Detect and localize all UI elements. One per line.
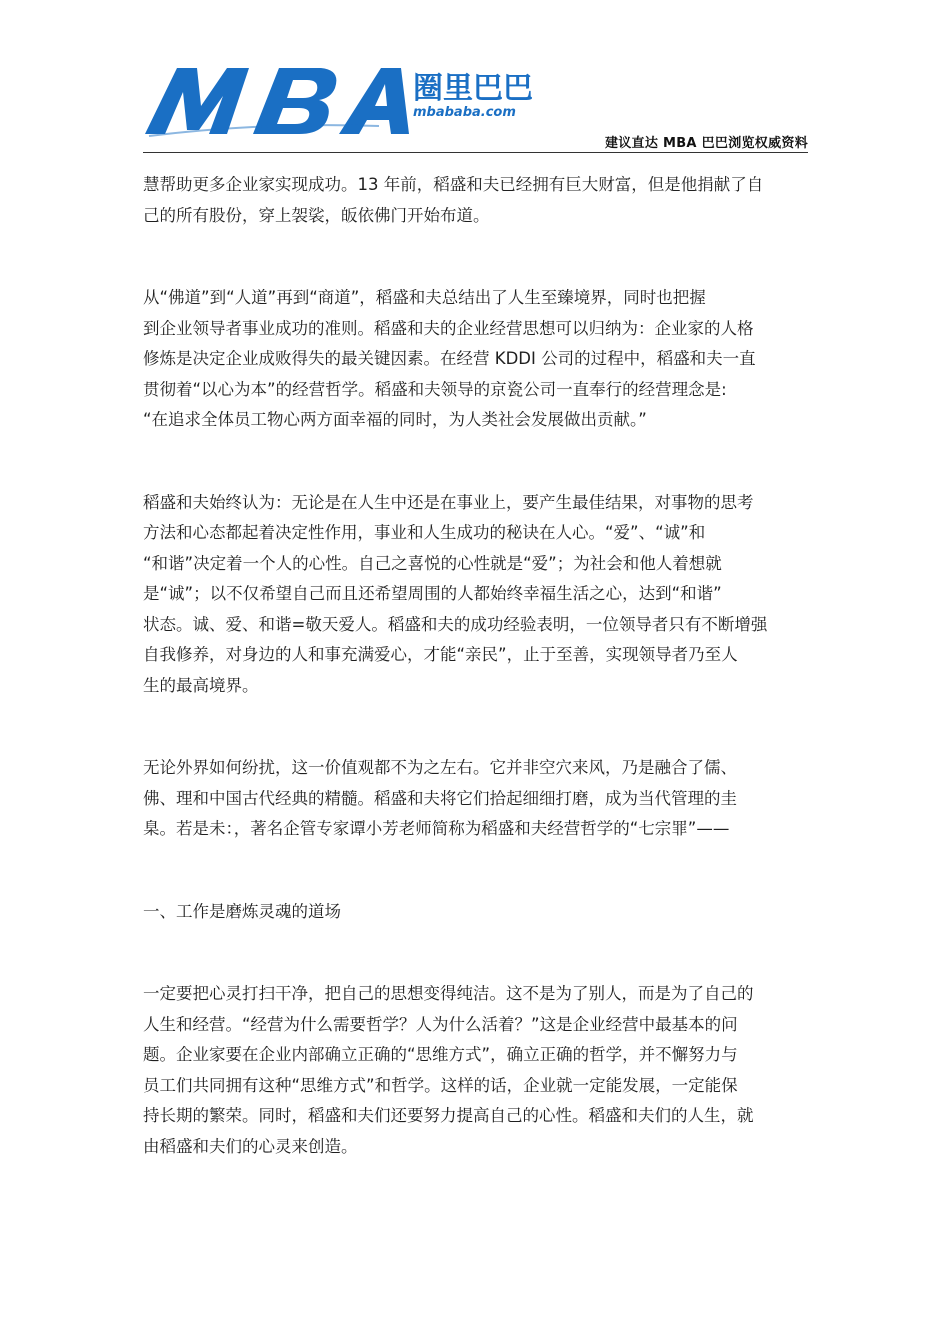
- header-tagline: 建议直达 MBA 巴巴浏览权威资料: [604, 136, 808, 151]
- paragraph: 无论外界如何纷扰，这一价值观都不为之左右。它并非空穴来风，乃是融合了儒、 佛、理和中国古代经典的精髓。稻盛和夫将它们拾起细细打磨，成为当代管理的圭 臬。若是未：，著名企管专家谭小芳老师简称为稻盛和夫经营哲学的“七宗罪”——: [143, 758, 737, 838]
- document-body: [143, 170, 811, 1162]
- paragraph: 从“佛道”到“人道”再到“商道”，稻盛和夫总结出了人生至臻境界，同时也把握 到企业领导者事业成功的准则。稻盛和夫的企业经营思想可以归纳为：企业家的人格 修炼是决定企业成败得失的最关键因素。在经营 KDDI 公司的过程中，稻盛和夫一直 贯彻着“以心为本”的经营哲学。稻盛和夫领导的京瓷公司一直奉行的经营理念是: “在追求全体员工物心两方面幸福的同时，为人类社会发展做出贡献。”: [143, 288, 756, 429]
- logo-domain-text: mbababa.com: [413, 105, 516, 120]
- header-divider: [143, 152, 808, 153]
- section-heading: 一、工作是磨炼灵魂的道场: [143, 901, 341, 921]
- paragraph: 一定要把心灵打扫干净，把自己的思想变得纯洁。这不是为了别人，而是为了自己的 人生和经营。“经营为什么需要哲学？人为什么活着？”这是企业经营中最基本的问 题。企业家要在企业内部确立正确的“思维方式”，确立正确的哲学，并不懈努力与 员工们共同拥有这种“思维方式”和哲学。这样的话，企业就一定能发展，一定能保 持长期的繁荣。同时，稻盛和夫们还要努力提高自己的心性。稻盛和夫们的人生，就 由稻盛和夫们的心灵来创造。: [143, 984, 754, 1156]
- paragraph: 慧帮助更多企业家实现成功。13 年前，稻盛和夫已经拥有巨大财富，但是他捐献了自 己的所有股份，穿上袈裟，皈依佛门开始布道。: [143, 175, 764, 225]
- logo-cn-text: 圈里巴巴: [413, 71, 533, 106]
- mba-logo: [143, 62, 543, 138]
- page-header: [143, 62, 808, 154]
- paragraph: 稻盛和夫始终认为：无论是在人生中还是在事业上，要产生最佳结果，对事物的思考 方法和心态都起着决定性作用，事业和人生成功的秘诀在人心。“爱”、“诚”和 “和谐”决定着一个人的心性。自己之喜悦的心性就是“爱”；为社会和他人着想就 是“诚”；以不仅希望自己而且还希望周围的人都始终幸福生活之心，达到“和谐” 状态。诚、爱、和谐=敬天爱人。稻盛和夫的成功经验表明，一位领导者只有不断增强 自我修养，对身边的人和事充满爱心，才能“亲民”，止于至善，实现领导者乃至人 生的最高境界。: [143, 492, 768, 695]
